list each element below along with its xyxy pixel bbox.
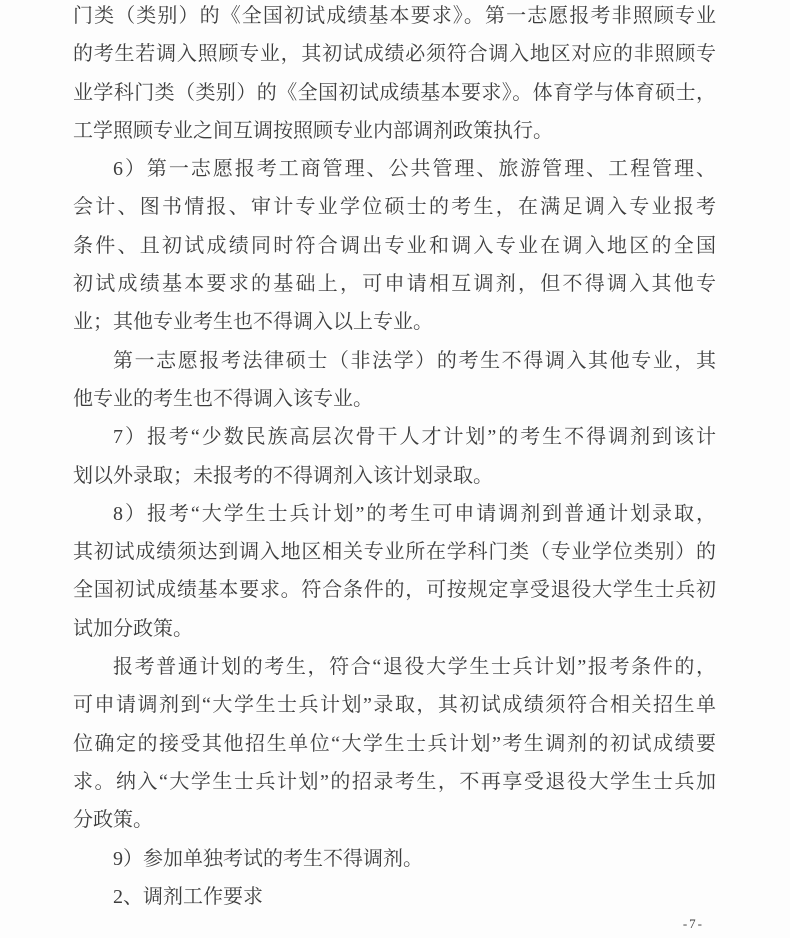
text-line: 划以外录取；未报考的不得调剂入该计划录取。 [73, 464, 493, 487]
text-line: 的考生若调入照顾专业，其初试成绩必须符合调入地区对应的非照顾专 [73, 43, 716, 66]
text-line: 报考普通计划的考生，符合“退役大学生士兵计划”报考条件的， [113, 656, 716, 679]
text-line: 2、调剂工作要求 [113, 885, 263, 908]
text-line: 分政策。 [73, 809, 153, 832]
text-line: 全国初试成绩基本要求。符合条件的，可按规定享受退役大学生士兵初 [73, 579, 716, 602]
text-line: 业学科门类（类别）的《全国初试成绩基本要求》。体育学与体育硕士， [73, 81, 716, 104]
document-body [73, 0, 716, 916]
text-line: 试加分政策。 [73, 617, 193, 640]
text-line: 他专业的考生也不得调入该专业。 [73, 387, 373, 410]
text-line: 门类（类别）的《全国初试成绩基本要求》。第一志愿报考非照顾专业 [73, 5, 716, 27]
text-line: 初试成绩基本要求的基础上，可申请相互调剂，但不得调入其他专 [73, 273, 716, 296]
text-line: 业；其他专业考生也不得调入以上专业。 [73, 311, 433, 334]
text-line: 位确定的接受其他招生单位“大学生士兵计划”考生调剂的初试成绩要 [73, 732, 716, 755]
text-line: 第一志愿报考法律硕士（非法学）的考生不得调入其他专业，其 [113, 349, 716, 372]
text-line: 其初试成绩须达到调入地区相关专业所在学科门类（专业学位类别）的 [73, 541, 716, 564]
text-line: 求。纳入“大学生士兵计划”的招录考生，不再享受退役大学生士兵加 [73, 770, 716, 793]
text-line: 会计、图书情报、审计专业学位硕士的考生，在满足调入专业报考 [73, 196, 716, 219]
page-number: -7- [682, 916, 704, 931]
text-line: 工学照顾专业之间互调按照顾专业内部调剂政策执行。 [73, 119, 553, 142]
text-line: 8）报考“大学生士兵计划”的考生可申请调剂到普通计划录取， [113, 502, 716, 525]
text-line: 9）参加单独考试的考生不得调剂。 [113, 847, 423, 870]
text-line: 7）报考“少数民族高层次骨干人才计划”的考生不得调剂到该计 [113, 426, 716, 449]
text-line: 条件、且初试成绩同时符合调出专业和调入专业在调入地区的全国 [73, 234, 716, 257]
text-line: 可申请调剂到“大学生士兵计划”录取，其初试成绩须符合相关招生单 [73, 694, 716, 717]
text-line: 6）第一志愿报考工商管理、公共管理、旅游管理、工程管理、 [113, 158, 716, 181]
